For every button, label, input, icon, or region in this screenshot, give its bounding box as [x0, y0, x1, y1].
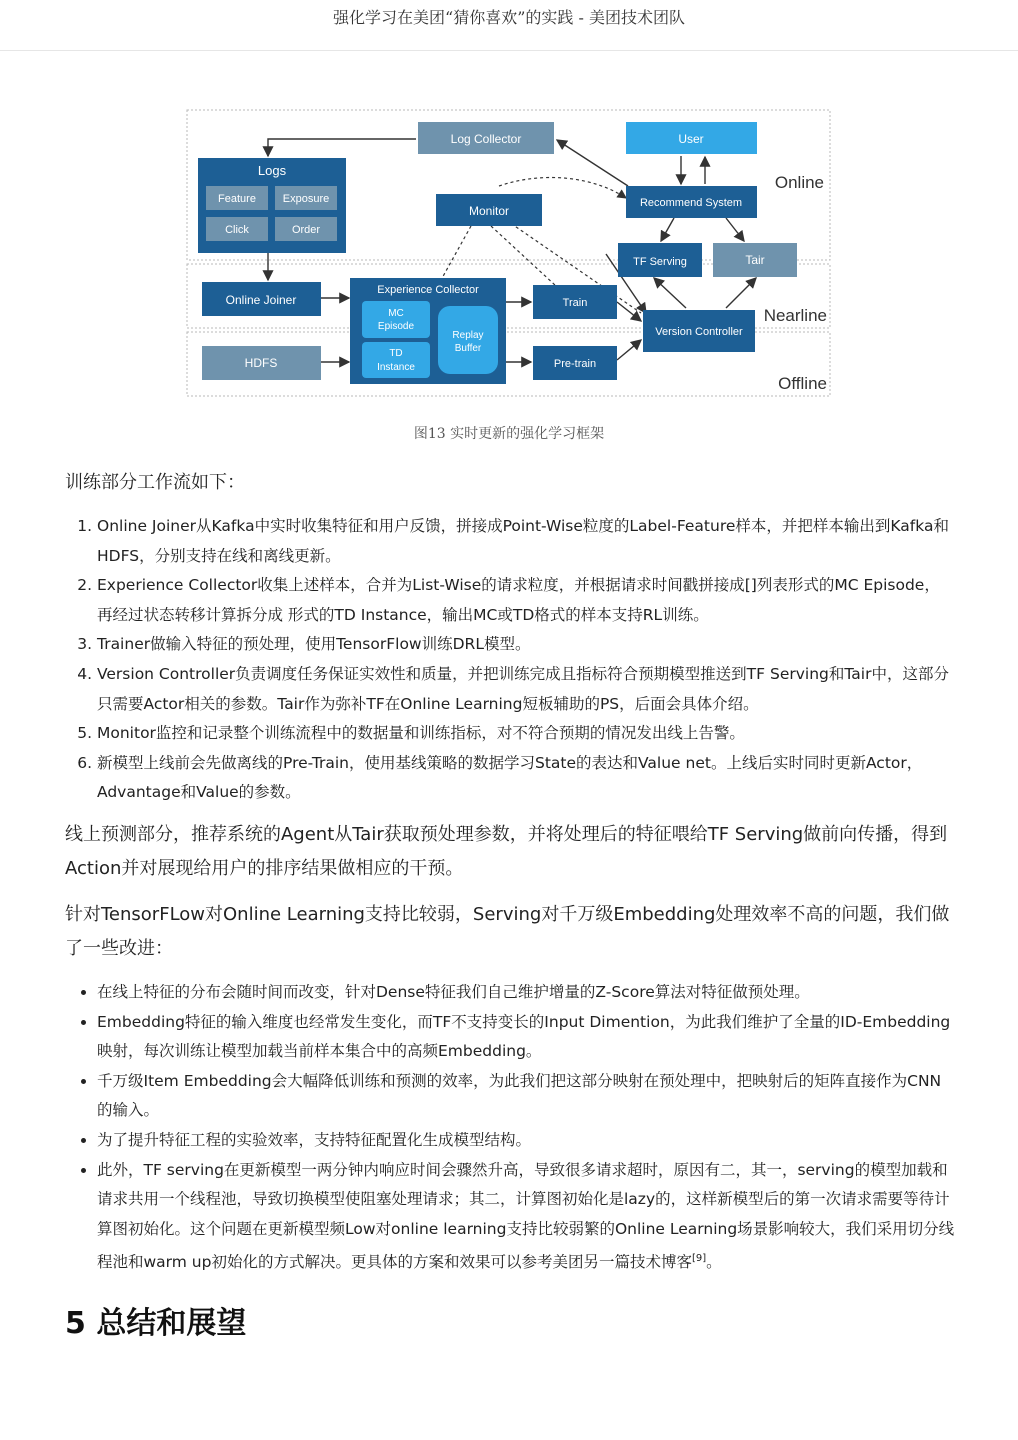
feature-label: Feature [218, 193, 256, 205]
step-item: 4. Version Controller负责调度任务保证实效性和质量，并把训练完成且指标符合预期模型推送到TF Serving和Tair中，这部分只需要Actor相关的参数。Tair作为弥补TF在Online Learning短板辅助的PS，后面会具体介绍。 [97, 660, 955, 719]
recommend-system-label: Recommend System [639, 197, 743, 209]
user-label: User [678, 132, 704, 146]
td-instance-label-2: Instance [377, 362, 415, 373]
training-steps-list [65, 512, 955, 808]
improvement-item: • 为了提升特征工程的实验效率，支持特征配置化生成模型结构。 [97, 1126, 955, 1156]
arrow-recommend-to-tair [726, 218, 744, 241]
improvement-intro: 针对TensorFLow对Online Learning支持比较弱，Serving对千万级Embedding处理效率不高的问题，我们做了一些改进： [65, 903, 950, 959]
page-header [0, 0, 1018, 51]
step-item: 1. Online Joiner从Kafka中实时收集特征和用户反馈，拼接成Point-Wise粒度的Label-Feature样本，并把样本输出到Kafka和HDFS，分别支持在线和离线更新。 [97, 512, 955, 571]
nearline-zone-label: Nearline [763, 306, 827, 325]
mc-episode-label-2: Episode [377, 321, 415, 332]
page-header-title: 强化学习在美团“猜你喜欢”的实践 - 美团技术团队 [333, 8, 685, 27]
mc-episode-label-1: MC [388, 308, 404, 319]
log-collector-label: Log Collector [450, 132, 522, 146]
online-joiner-label: Online Joiner [225, 293, 297, 307]
tair-label: Tair [745, 253, 765, 267]
training-intro: 训练部分工作流如下： [65, 472, 245, 493]
arrow-train-to-version [617, 302, 641, 321]
arrow-pretrain-to-version [617, 340, 641, 360]
section-title: 5 总结和展望 [65, 1306, 247, 1342]
step-item: 3. Trainer做输入特征的预处理，使用TensorFlow训练DRL模型。 [97, 630, 955, 660]
replay-buffer-label-1: Replay [452, 330, 484, 341]
monitor-to-experience-dashed [441, 226, 471, 280]
online-prediction-paragraph: 线上预测部分，推荐系统的Agent从Tair获取预处理参数，并将处理后的特征喂给TF Serving做前向传播，得到Action并对展现给用户的排序结果做相应的干预。 [65, 823, 948, 879]
last-bullet-text: 此外，TF serving在更新模型一两分钟内响应时间会骤然升高，导致很多请求超时，原因有二，其一，serving的模型加载和请求共用一个线程池，导致切换模型使阻塞处理请求；其二，计算图初始化是lazy的，这样新模型后的第一次请求需要等待计算图初始化。这个问题在更新模型频Low对online learning支持比较弱繁的Online Learning场景影响较大，我们采用切分线程池和warm up初始化的方式解决。更具体的方案和效果可以参考美团另一篇技术博客 [97, 1160, 955, 1272]
arrow-version-to-tair [726, 278, 756, 308]
arrow-recommend-to-log-collector [557, 140, 628, 186]
figure-caption: 图13 实时更新的强化学习框架 [413, 426, 605, 442]
pretrain-label: Pre-train [553, 358, 597, 370]
improvement-item: • Embedding特征的输入维度也经常发生变化，而TF不支持变长的Input Dimention，为此我们维护了全量的ID-Embedding映射，每次训练让模型加载当前样本集合中的高频Embedding。 [97, 1008, 955, 1067]
offline-zone-label: Offline [778, 374, 827, 393]
train-label: Train [562, 297, 588, 309]
improvement-list [65, 978, 955, 1278]
arrow-version-to-tf-serving [654, 278, 686, 308]
click-label: Click [225, 224, 249, 236]
experience-collector-label: Experience Collector [377, 284, 479, 296]
step-item: 5. Monitor监控和记录整个训练流程中的数据量和训练指标，对不符合预期的情况发出线上告警。 [97, 719, 955, 749]
arrow-recommend-to-tf-serving [661, 218, 674, 241]
logs-label: Logs [257, 163, 287, 178]
architecture-diagram-svg [186, 108, 832, 400]
improvement-item-last [97, 1156, 955, 1279]
reference-link[interactable]: [9] [691, 1253, 707, 1265]
last-bullet-end: 。 [706, 1253, 722, 1272]
improvement-item: • 在线上特征的分布会随时间而改变，针对Dense特征我们自己维护增量的Z-Score算法对特征做预处理。 [97, 978, 955, 1008]
version-controller-label: Version Controller [655, 326, 743, 338]
hdfs-label: HDFS [244, 356, 278, 370]
monitor-label: Monitor [468, 204, 510, 218]
architecture-diagram [186, 108, 832, 400]
exposure-label: Exposure [282, 193, 330, 205]
improvement-item: • 千万级Item Embedding会大幅降低训练和预测的效率，为此我们把这部分映射在预处理中，把映射后的矩阵直接作为CNN的输入。 [97, 1067, 955, 1126]
mc-episode-box [362, 301, 430, 338]
td-instance-label-1: TD [389, 348, 403, 359]
online-zone-label: Online [774, 173, 824, 192]
arrow-log-collector-to-logs [268, 139, 416, 156]
monitor-to-train-dashed [491, 226, 556, 286]
replay-buffer-label-2: Buffer [454, 343, 482, 354]
article-body [65, 466, 955, 1342]
tf-serving-label: TF Serving [633, 256, 687, 268]
step-item: 2. Experience Collector收集上述样本，合并为List-Wise的请求粒度，并根据请求时间戳拼接成[]列表形式的MC Episode，再经过状态转移计算拆分成 形式的TD Instance，输出MC或TD格式的样本支持RL训练。 [97, 571, 955, 630]
order-label: Order [291, 224, 321, 236]
step-item: 6. 新模型上线前会先做离线的Pre-Train，使用基线策略的数据学习State的表达和Value net。上线后实时同时更新Actor，Advantage和Value的参数。 [97, 749, 955, 808]
